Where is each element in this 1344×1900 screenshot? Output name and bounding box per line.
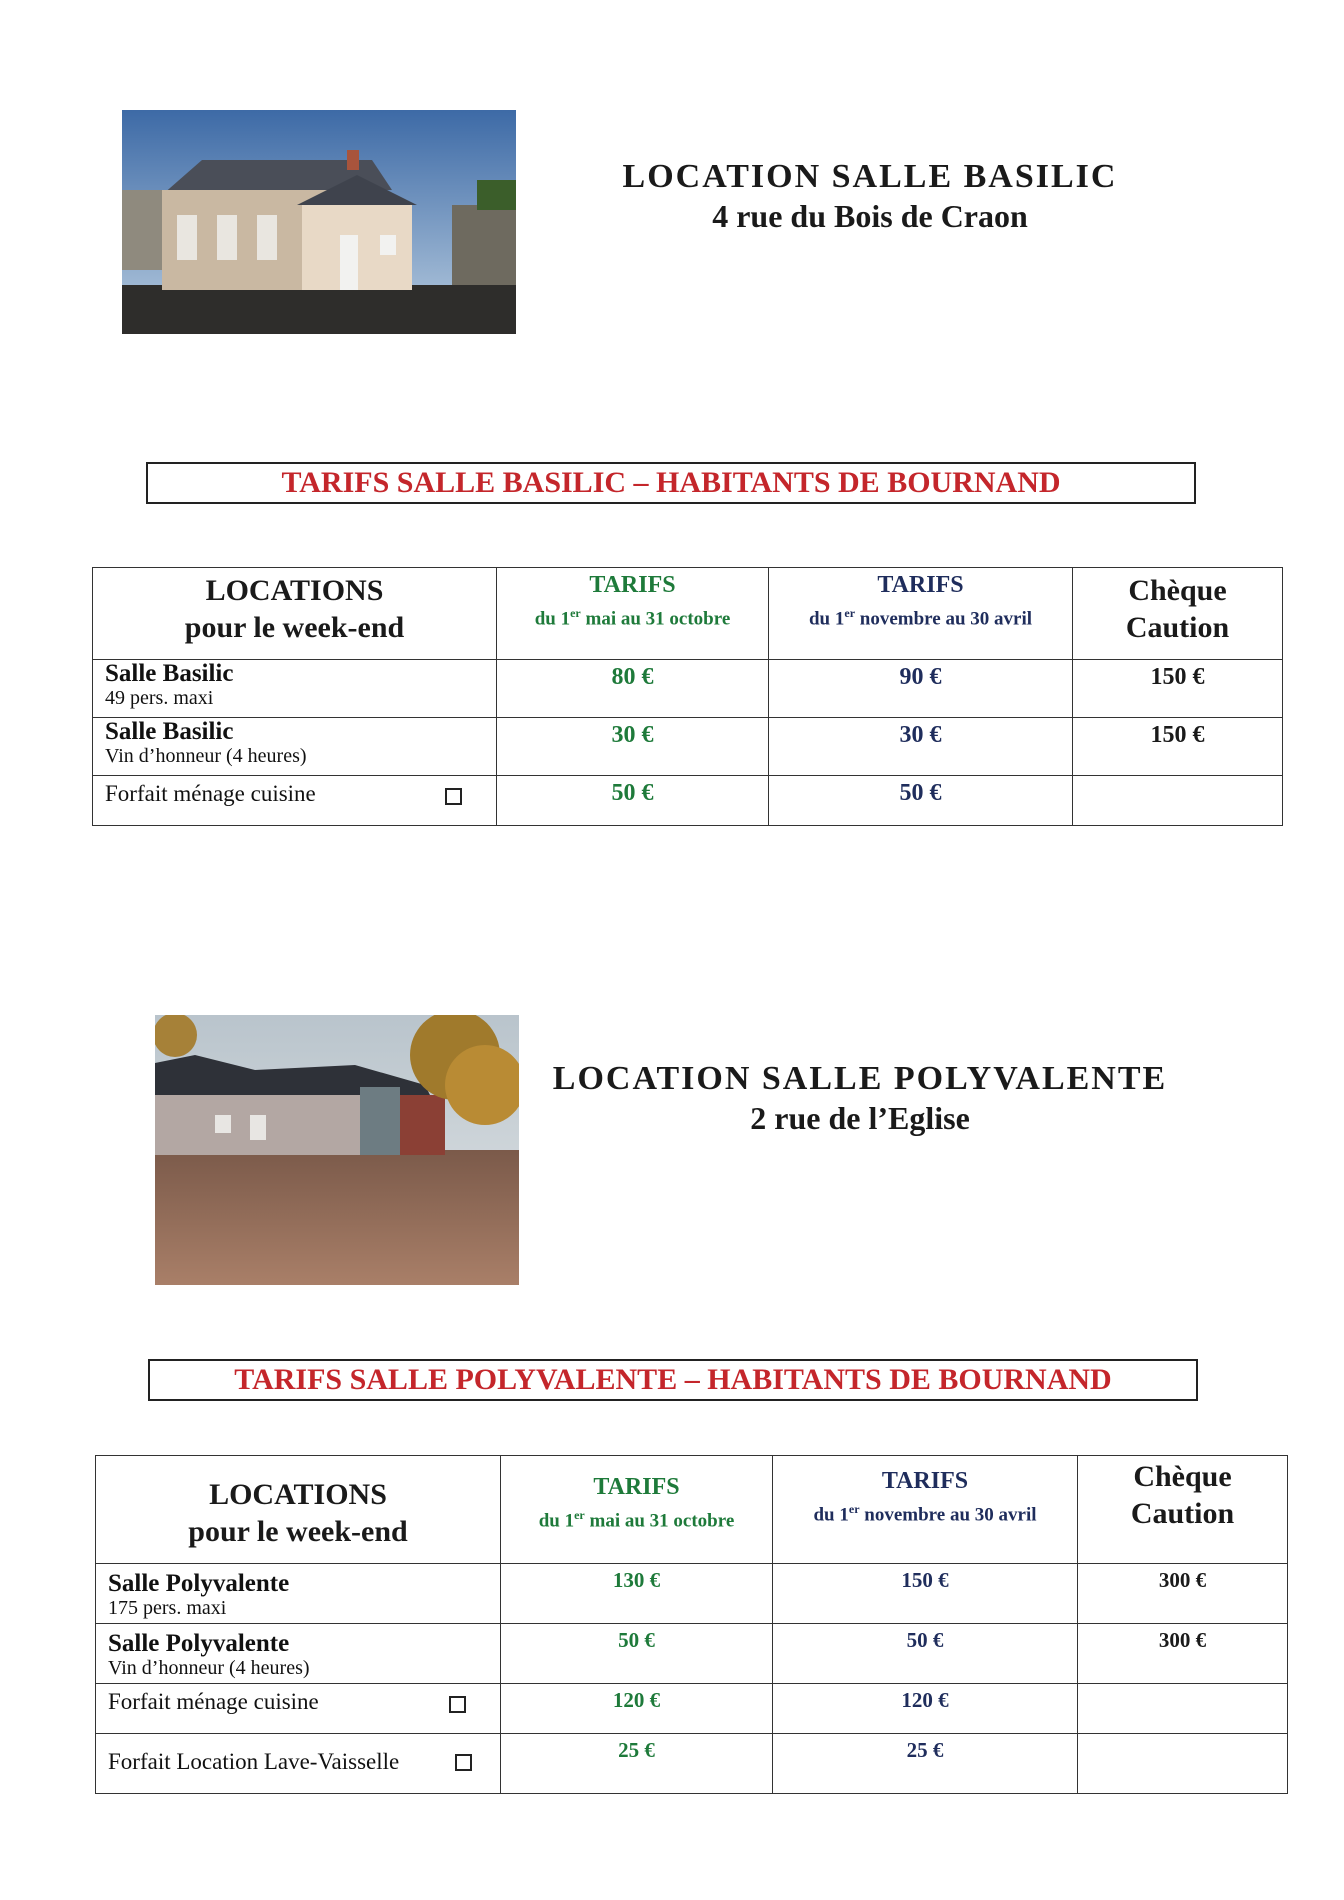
- deposit: [1073, 776, 1283, 826]
- header-tarifs-winter-period: du 1er novembre au 30 avril: [808, 606, 1033, 630]
- header-locations-line2: pour le week-end: [184, 611, 405, 644]
- header-tarifs-winter-title: TARIFS: [881, 1468, 969, 1494]
- row-note: Vin d’honneur (4 heures): [105, 745, 307, 767]
- salle-polyvalente-banner: TARIFS SALLE POLYVALENTE – HABITANTS DE BOURNAND: [148, 1359, 1198, 1401]
- row-name: Salle Polyvalente: [108, 1630, 290, 1657]
- header-tarifs-summer-title: TARIFS: [589, 572, 676, 598]
- deposit: 300 €: [1078, 1564, 1288, 1624]
- row-label: [93, 718, 497, 776]
- table-row: [93, 660, 1283, 718]
- checkbox-icon[interactable]: [445, 788, 462, 805]
- price-winter: 50 €: [769, 776, 1073, 826]
- header-tarifs-winter: [769, 568, 1073, 660]
- deposit: 300 €: [1078, 1624, 1288, 1684]
- row-label: [93, 776, 497, 826]
- salle-basilic-table: [92, 567, 1283, 826]
- header-caution-line1: Chèque: [1128, 574, 1227, 607]
- salle-basilic-title: LOCATION SALLE BASILIC: [622, 158, 1118, 195]
- price-winter: 150 €: [773, 1564, 1078, 1624]
- salle-polyvalente-title: LOCATION SALLE POLYVALENTE: [552, 1060, 1168, 1097]
- row-label: [96, 1684, 501, 1734]
- row-note: 49 pers. maxi: [105, 687, 214, 709]
- table-row: [96, 1734, 1288, 1794]
- row-name: Forfait ménage cuisine: [108, 1689, 319, 1714]
- row-label: [96, 1564, 501, 1624]
- price-winter: 25 €: [773, 1734, 1078, 1794]
- price-summer: 120 €: [501, 1684, 773, 1734]
- header-tarifs-summer-period: du 1er mai au 31 octobre: [538, 1508, 735, 1532]
- price-summer: 130 €: [501, 1564, 773, 1624]
- table-row: [96, 1624, 1288, 1684]
- checkbox-icon[interactable]: [455, 1754, 472, 1771]
- price-summer: 25 €: [501, 1734, 773, 1794]
- salle-polyvalente-heading: [540, 1060, 1180, 1137]
- header-caution-line2: Caution: [1130, 1497, 1235, 1530]
- row-label: [96, 1624, 501, 1684]
- salle-basilic-photo: [122, 110, 516, 334]
- deposit: [1078, 1684, 1288, 1734]
- header-caution-line1: Chèque: [1133, 1460, 1232, 1493]
- header-tarifs-summer: [501, 1456, 773, 1564]
- salle-polyvalente-photo: [155, 1015, 519, 1285]
- row-note: Vin d’honneur (4 heures): [108, 1657, 310, 1679]
- price-winter: 50 €: [773, 1624, 1078, 1684]
- header-tarifs-winter-title: TARIFS: [877, 572, 964, 598]
- row-name: Forfait ménage cuisine: [105, 781, 316, 806]
- table-row: [93, 718, 1283, 776]
- price-winter: 90 €: [769, 660, 1073, 718]
- deposit: 150 €: [1073, 718, 1283, 776]
- header-caution: [1073, 568, 1283, 660]
- header-tarifs-winter-period: du 1er novembre au 30 avril: [813, 1502, 1037, 1526]
- deposit: 150 €: [1073, 660, 1283, 718]
- header-tarifs-summer-period: du 1er mai au 31 octobre: [534, 606, 731, 630]
- price-summer: 30 €: [497, 718, 769, 776]
- header-tarifs-winter: [773, 1456, 1078, 1564]
- salle-basilic-banner: TARIFS SALLE BASILIC – HABITANTS DE BOURNAND: [146, 462, 1196, 504]
- salle-polyvalente-address: 2 rue de l’Eglise: [750, 1100, 970, 1136]
- row-name: Salle Basilic: [105, 718, 234, 745]
- checkbox-icon[interactable]: [449, 1696, 466, 1713]
- table-row: [93, 776, 1283, 826]
- price-winter: 120 €: [773, 1684, 1078, 1734]
- table-row: [96, 1684, 1288, 1734]
- table-header-row: [96, 1456, 1288, 1564]
- header-locations: [96, 1456, 501, 1564]
- salle-basilic-address: 4 rue du Bois de Craon: [712, 198, 1028, 234]
- table-header-row: [93, 568, 1283, 660]
- header-locations-line1: LOCATIONS: [209, 1478, 387, 1511]
- row-note: 175 pers. maxi: [108, 1597, 227, 1619]
- price-summer: 80 €: [497, 660, 769, 718]
- price-summer: 50 €: [501, 1624, 773, 1684]
- header-locations: [93, 568, 497, 660]
- header-caution: [1078, 1456, 1288, 1564]
- price-winter: 30 €: [769, 718, 1073, 776]
- header-tarifs-summer-title: TARIFS: [593, 1474, 680, 1500]
- row-name: Salle Basilic: [105, 660, 234, 687]
- header-locations-line2: pour le week-end: [188, 1515, 408, 1548]
- row-label: [93, 660, 497, 718]
- header-locations-line1: LOCATIONS: [205, 574, 384, 607]
- deposit: [1078, 1734, 1288, 1794]
- row-name: Forfait Location Lave-Vaisselle: [108, 1749, 400, 1774]
- salle-basilic-heading: [560, 158, 1180, 235]
- row-name: Salle Polyvalente: [108, 1570, 290, 1597]
- table-row: [96, 1564, 1288, 1624]
- header-tarifs-summer: [497, 568, 769, 660]
- price-summer: 50 €: [497, 776, 769, 826]
- salle-polyvalente-table: [95, 1455, 1288, 1794]
- header-caution-line2: Caution: [1125, 611, 1230, 644]
- row-label: [96, 1734, 501, 1794]
